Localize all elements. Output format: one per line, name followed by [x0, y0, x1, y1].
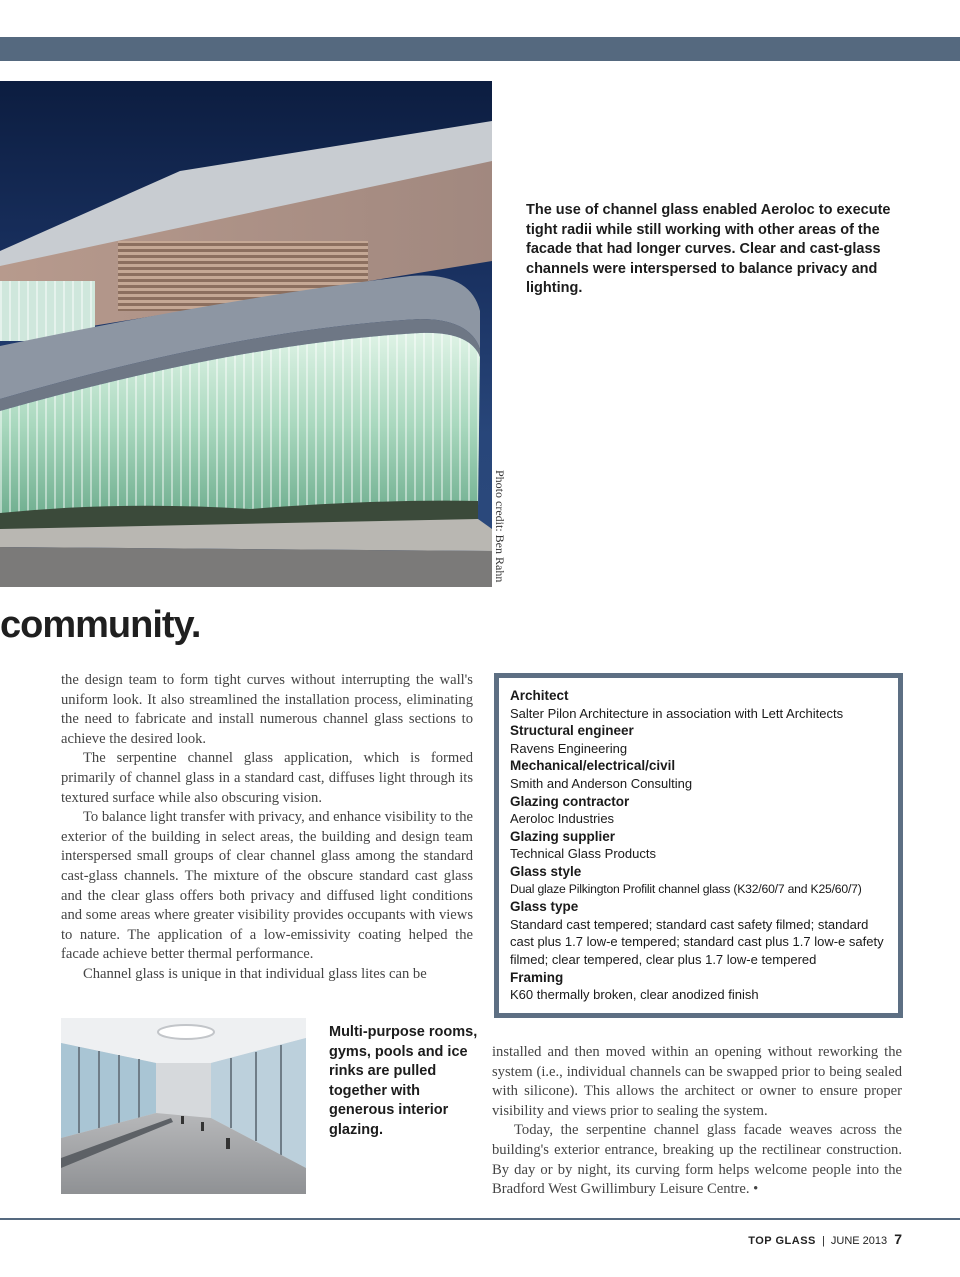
credit-label: Structural engineer	[510, 723, 634, 739]
paragraph: the design team to form tight curves without interrupting the wall's uniform look. It also streamlined the installation process, eliminating the need to fabricate and install numerous channel glass sections to achieve the desired look.	[61, 672, 473, 747]
credit-label: Glass style	[510, 863, 582, 879]
body-text-left	[61, 671, 473, 985]
magazine-name: TOP GLASS	[748, 1235, 816, 1247]
project-credits-box	[494, 673, 903, 1018]
building-illustration	[0, 81, 492, 587]
photo-caption-interior: Multi-purpose rooms, gyms, pools and ice rinks are pulled together with generous interior glazing.	[329, 1024, 478, 1138]
credit-label: Architect	[510, 688, 569, 703]
credit-label: Glazing contractor	[510, 793, 630, 809]
body-text-right	[492, 1043, 902, 1200]
interior-illustration	[61, 1018, 306, 1194]
top-color-band	[0, 37, 960, 61]
interior-atrium-photo	[61, 1018, 306, 1194]
credit-value: Dual glaze Pilkington Profilit channel glass (K32/60/7 and K25/60/7)	[510, 881, 862, 896]
paragraph: To balance light transfer with privacy, and enhance visibility to the exterior of the building in select areas, the building and design team interspersed small groups of clear channel glass among the standard cast-glass channels. The mixture of the obscure standard cast glass and the clear glass offers both privacy and diffused light conditions and some areas where greater visibility provides occupants with views to nature. The application of a low-emissivity coating helped the facade achieve better thermal performance.	[61, 809, 473, 963]
credit-value: Technical Glass Products	[510, 846, 656, 862]
paragraph: Today, the serpentine channel glass facade weaves across the building's exterior entrance, breaking up the rectilinear construction. By day or by night, its curving form helps welcome people into the Bradford West Gwillimbury Leisure Centre. •	[492, 1122, 902, 1198]
credit-value: Aeroloc Industries	[510, 811, 615, 827]
headline: community.	[0, 604, 201, 646]
issue-date: JUNE 2013	[830, 1235, 888, 1247]
credit-label: Glass type	[510, 899, 579, 915]
building-exterior-photo	[0, 81, 492, 587]
photo-credit: Photo credit: Ben Rahn	[493, 470, 507, 583]
credit-value: Standard cast tempered; standard cast safety filmed; standard cast plus 1.7 low-e tempered; standard cast plus 1.7 low-e safety filmed; clear tempered, clear plus 1.7 low-e tempered	[510, 916, 884, 967]
credit-value: Ravens Engineering	[510, 740, 628, 756]
paragraph: Channel glass is unique in that individual glass lites can be	[83, 965, 427, 982]
credit-label: Mechanical/electrical/civil	[510, 758, 676, 774]
credit-label: Framing	[510, 969, 564, 985]
photo-caption-top: The use of channel glass enabled Aeroloc to execute tight radii while still working with other areas of the facade that had longer curves. Clear and cast-glass channels were interspersed to balance privacy and lighting.	[526, 202, 891, 297]
footer-rule	[0, 1218, 960, 1220]
page-number: 7	[894, 1231, 902, 1247]
credit-label: Glazing supplier	[510, 828, 616, 844]
footer-separator: |	[821, 1235, 825, 1247]
credit-value: Salter Pilon Architecture in association with Lett Architects	[510, 705, 844, 721]
credit-value: K60 thermally broken, clear anodized finish	[510, 987, 759, 1003]
credit-value: Smith and Anderson Consulting	[510, 775, 693, 791]
page-footer	[748, 1231, 902, 1247]
paragraph: The serpentine channel glass application, which is formed primarily of channel glass in a standard cast, diffuses light through its textured surface while also obscuring vision.	[61, 750, 473, 806]
paragraph: installed and then moved within an opening without reworking the system (i.e., individual channels can be swapped prior to being sealed with silicone). This allows the architect or owner to ensure proper visibility and views prior to sealing the system.	[492, 1044, 902, 1119]
